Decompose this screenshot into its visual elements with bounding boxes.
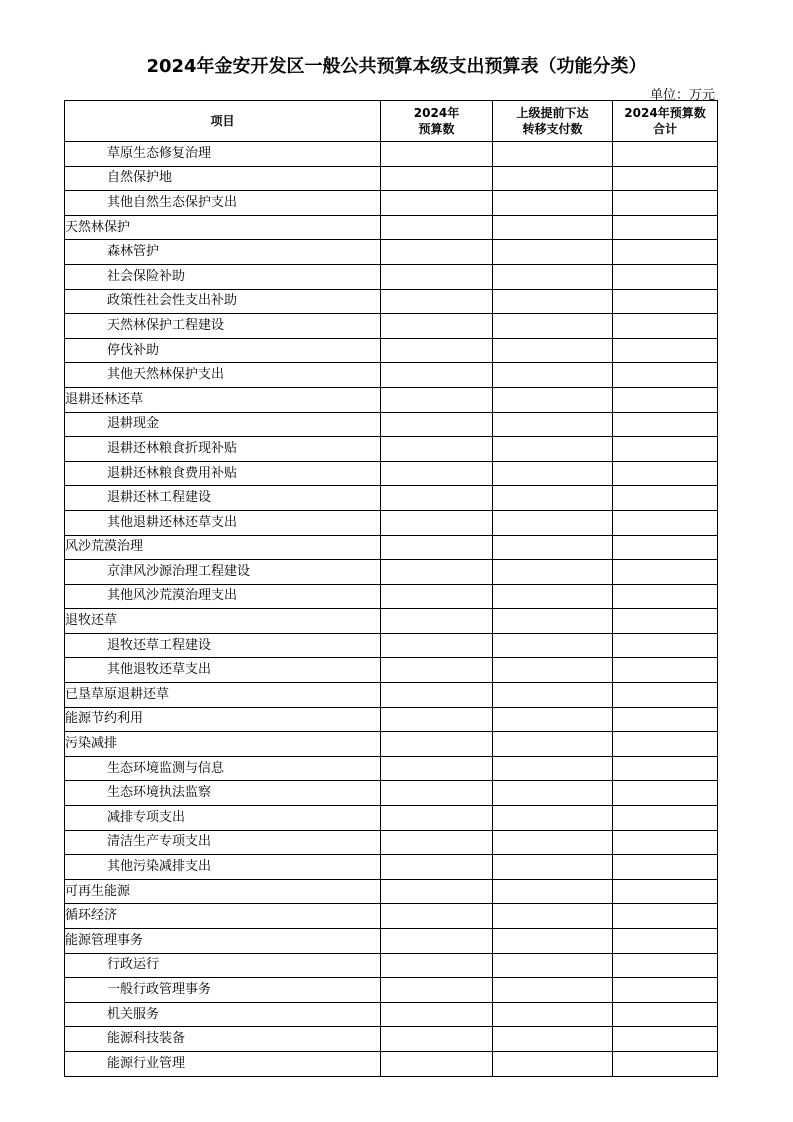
table-row bbox=[65, 978, 718, 1003]
budget-cell bbox=[381, 1027, 493, 1052]
transfer-cell bbox=[493, 732, 613, 757]
transfer-cell bbox=[493, 486, 613, 511]
budget-cell bbox=[381, 412, 493, 437]
transfer-cell bbox=[493, 683, 613, 708]
table-row bbox=[65, 904, 718, 929]
row-item-name: 减排专项支出 bbox=[65, 806, 381, 831]
transfer-cell bbox=[493, 1051, 613, 1076]
total-cell bbox=[613, 437, 718, 462]
row-item-name: 停伐补助 bbox=[65, 338, 381, 363]
budget-cell bbox=[381, 264, 493, 289]
total-cell bbox=[613, 363, 718, 388]
budget-cell bbox=[381, 314, 493, 339]
total-cell bbox=[613, 289, 718, 314]
transfer-cell bbox=[493, 437, 613, 462]
budget-cell bbox=[381, 609, 493, 634]
total-cell bbox=[613, 387, 718, 412]
transfer-cell bbox=[493, 387, 613, 412]
budget-cell bbox=[381, 1051, 493, 1076]
table-row bbox=[65, 584, 718, 609]
row-item-name: 草原生态修复治理 bbox=[65, 142, 381, 167]
transfer-cell bbox=[493, 461, 613, 486]
row-item-name: 京津风沙源治理工程建设 bbox=[65, 560, 381, 585]
row-item-name: 一般行政管理事务 bbox=[65, 978, 381, 1003]
budget-cell bbox=[381, 781, 493, 806]
budget-cell bbox=[381, 830, 493, 855]
transfer-cell bbox=[493, 215, 613, 240]
row-item-name: 能源节约利用 bbox=[65, 707, 381, 732]
transfer-cell bbox=[493, 830, 613, 855]
row-item-name: 能源行业管理 bbox=[65, 1051, 381, 1076]
total-cell bbox=[613, 1002, 718, 1027]
total-cell bbox=[613, 806, 718, 831]
header-total-line1: 2024年预算数 bbox=[624, 106, 706, 120]
transfer-cell bbox=[493, 584, 613, 609]
total-cell bbox=[613, 264, 718, 289]
table-row bbox=[65, 461, 718, 486]
total-cell bbox=[613, 486, 718, 511]
table-row bbox=[65, 363, 718, 388]
row-item-name: 退耕还林粮食折现补贴 bbox=[65, 437, 381, 462]
transfer-cell bbox=[493, 412, 613, 437]
total-cell bbox=[613, 584, 718, 609]
budget-cell bbox=[381, 806, 493, 831]
total-cell bbox=[613, 781, 718, 806]
total-cell bbox=[613, 240, 718, 265]
header-budget-line2: 预算数 bbox=[418, 122, 455, 136]
total-cell bbox=[613, 732, 718, 757]
header-budget bbox=[381, 101, 493, 142]
table-row bbox=[65, 781, 718, 806]
total-cell bbox=[613, 609, 718, 634]
row-item-name: 退耕还林工程建设 bbox=[65, 486, 381, 511]
header-transfer bbox=[493, 101, 613, 142]
table-row bbox=[65, 1002, 718, 1027]
transfer-cell bbox=[493, 806, 613, 831]
budget-cell bbox=[381, 240, 493, 265]
total-cell bbox=[613, 1051, 718, 1076]
total-cell bbox=[613, 338, 718, 363]
row-item-name: 退耕还林粮食费用补贴 bbox=[65, 461, 381, 486]
transfer-cell bbox=[493, 191, 613, 216]
table-row bbox=[65, 756, 718, 781]
total-cell bbox=[613, 978, 718, 1003]
table-row bbox=[65, 855, 718, 880]
transfer-cell bbox=[493, 658, 613, 683]
total-cell bbox=[613, 412, 718, 437]
row-item-name: 社会保险补助 bbox=[65, 264, 381, 289]
header-total-line2: 合计 bbox=[652, 122, 677, 136]
row-item-name: 其他风沙荒漠治理支出 bbox=[65, 584, 381, 609]
budget-cell bbox=[381, 633, 493, 658]
total-cell bbox=[613, 830, 718, 855]
table-row bbox=[65, 166, 718, 191]
transfer-cell bbox=[493, 560, 613, 585]
table-row bbox=[65, 683, 718, 708]
page-title: 2024年金安开发区一般公共预算本级支出预算表（功能分类） bbox=[146, 56, 647, 77]
total-cell bbox=[613, 191, 718, 216]
table-header-row bbox=[65, 101, 718, 142]
total-cell bbox=[613, 953, 718, 978]
unit-label: 单位：万元 bbox=[649, 88, 715, 103]
table-row bbox=[65, 879, 718, 904]
budget-cell bbox=[381, 461, 493, 486]
total-cell bbox=[613, 215, 718, 240]
transfer-cell bbox=[493, 633, 613, 658]
row-item-name: 能源管理事务 bbox=[65, 929, 381, 954]
total-cell bbox=[613, 929, 718, 954]
table-row bbox=[65, 658, 718, 683]
table-row bbox=[65, 191, 718, 216]
total-cell bbox=[613, 756, 718, 781]
row-item-name: 森林管护 bbox=[65, 240, 381, 265]
header-item-label: 项目 bbox=[210, 114, 235, 128]
total-cell bbox=[613, 1027, 718, 1052]
total-cell bbox=[613, 510, 718, 535]
row-item-name: 自然保护地 bbox=[65, 166, 381, 191]
row-item-name: 行政运行 bbox=[65, 953, 381, 978]
transfer-cell bbox=[493, 855, 613, 880]
transfer-cell bbox=[493, 609, 613, 634]
total-cell bbox=[613, 707, 718, 732]
budget-cell bbox=[381, 732, 493, 757]
budget-cell bbox=[381, 437, 493, 462]
budget-cell bbox=[381, 658, 493, 683]
table-row bbox=[65, 387, 718, 412]
table-row bbox=[65, 707, 718, 732]
row-item-name: 循环经济 bbox=[65, 904, 381, 929]
row-item-name: 其他退牧还草支出 bbox=[65, 658, 381, 683]
total-cell bbox=[613, 683, 718, 708]
table-row bbox=[65, 953, 718, 978]
budget-cell bbox=[381, 215, 493, 240]
total-cell bbox=[613, 633, 718, 658]
budget-cell bbox=[381, 929, 493, 954]
total-cell bbox=[613, 535, 718, 560]
row-item-name: 其他天然林保护支出 bbox=[65, 363, 381, 388]
row-item-name: 可再生能源 bbox=[65, 879, 381, 904]
budget-table bbox=[64, 100, 718, 1077]
transfer-cell bbox=[493, 510, 613, 535]
transfer-cell bbox=[493, 289, 613, 314]
transfer-cell bbox=[493, 535, 613, 560]
table-row bbox=[65, 830, 718, 855]
table-row bbox=[65, 338, 718, 363]
transfer-cell bbox=[493, 314, 613, 339]
row-item-name: 退牧还草 bbox=[65, 609, 381, 634]
row-item-name: 其他退耕还林还草支出 bbox=[65, 510, 381, 535]
table-row bbox=[65, 437, 718, 462]
row-item-name: 能源科技装备 bbox=[65, 1027, 381, 1052]
header-transfer-line2: 转移支付数 bbox=[522, 122, 583, 136]
budget-cell bbox=[381, 142, 493, 167]
row-item-name: 退耕现金 bbox=[65, 412, 381, 437]
table-row bbox=[65, 609, 718, 634]
header-budget-line1: 2024年 bbox=[413, 106, 460, 120]
transfer-cell bbox=[493, 1002, 613, 1027]
row-item-name: 退耕还林还草 bbox=[65, 387, 381, 412]
total-cell bbox=[613, 560, 718, 585]
transfer-cell bbox=[493, 338, 613, 363]
header-total bbox=[613, 101, 718, 142]
transfer-cell bbox=[493, 978, 613, 1003]
budget-cell bbox=[381, 363, 493, 388]
table-row bbox=[65, 486, 718, 511]
table-row bbox=[65, 510, 718, 535]
table-row bbox=[65, 314, 718, 339]
transfer-cell bbox=[493, 240, 613, 265]
budget-cell bbox=[381, 756, 493, 781]
row-item-name: 污染减排 bbox=[65, 732, 381, 757]
budget-cell bbox=[381, 904, 493, 929]
budget-cell bbox=[381, 707, 493, 732]
table-row bbox=[65, 535, 718, 560]
table-row bbox=[65, 732, 718, 757]
row-item-name: 生态环境监测与信息 bbox=[65, 756, 381, 781]
budget-cell bbox=[381, 486, 493, 511]
row-item-name: 已垦草原退耕还草 bbox=[65, 683, 381, 708]
row-item-name: 生态环境执法监察 bbox=[65, 781, 381, 806]
table-row bbox=[65, 240, 718, 265]
transfer-cell bbox=[493, 953, 613, 978]
table-row bbox=[65, 1027, 718, 1052]
total-cell bbox=[613, 142, 718, 167]
transfer-cell bbox=[493, 1027, 613, 1052]
table-row bbox=[65, 929, 718, 954]
table-row bbox=[65, 142, 718, 167]
total-cell bbox=[613, 879, 718, 904]
table-row bbox=[65, 289, 718, 314]
row-item-name: 政策性社会性支出补助 bbox=[65, 289, 381, 314]
transfer-cell bbox=[493, 756, 613, 781]
budget-cell bbox=[381, 584, 493, 609]
budget-cell bbox=[381, 166, 493, 191]
table-row bbox=[65, 264, 718, 289]
row-item-name: 其他自然生态保护支出 bbox=[65, 191, 381, 216]
row-item-name: 天然林保护工程建设 bbox=[65, 314, 381, 339]
budget-cell bbox=[381, 683, 493, 708]
budget-cell bbox=[381, 510, 493, 535]
transfer-cell bbox=[493, 264, 613, 289]
row-item-name: 天然林保护 bbox=[65, 215, 381, 240]
row-item-name: 风沙荒漠治理 bbox=[65, 535, 381, 560]
transfer-cell bbox=[493, 904, 613, 929]
row-item-name: 机关服务 bbox=[65, 1002, 381, 1027]
row-item-name: 清洁生产专项支出 bbox=[65, 830, 381, 855]
total-cell bbox=[613, 166, 718, 191]
budget-cell bbox=[381, 953, 493, 978]
table-row bbox=[65, 1051, 718, 1076]
transfer-cell bbox=[493, 166, 613, 191]
table-row bbox=[65, 412, 718, 437]
total-cell bbox=[613, 855, 718, 880]
budget-cell bbox=[381, 855, 493, 880]
transfer-cell bbox=[493, 781, 613, 806]
row-item-name: 其他污染减排支出 bbox=[65, 855, 381, 880]
transfer-cell bbox=[493, 929, 613, 954]
budget-cell bbox=[381, 387, 493, 412]
budget-cell bbox=[381, 1002, 493, 1027]
transfer-cell bbox=[493, 707, 613, 732]
table-row bbox=[65, 215, 718, 240]
total-cell bbox=[613, 314, 718, 339]
header-item bbox=[65, 101, 381, 142]
header-transfer-line1: 上级提前下达 bbox=[516, 106, 589, 120]
table-row bbox=[65, 633, 718, 658]
budget-cell bbox=[381, 289, 493, 314]
budget-cell bbox=[381, 535, 493, 560]
budget-cell bbox=[381, 978, 493, 1003]
transfer-cell bbox=[493, 363, 613, 388]
table-row bbox=[65, 806, 718, 831]
total-cell bbox=[613, 658, 718, 683]
transfer-cell bbox=[493, 142, 613, 167]
table-row bbox=[65, 560, 718, 585]
total-cell bbox=[613, 461, 718, 486]
transfer-cell bbox=[493, 879, 613, 904]
budget-cell bbox=[381, 191, 493, 216]
row-item-name: 退牧还草工程建设 bbox=[65, 633, 381, 658]
total-cell bbox=[613, 904, 718, 929]
budget-cell bbox=[381, 560, 493, 585]
budget-cell bbox=[381, 879, 493, 904]
budget-cell bbox=[381, 338, 493, 363]
